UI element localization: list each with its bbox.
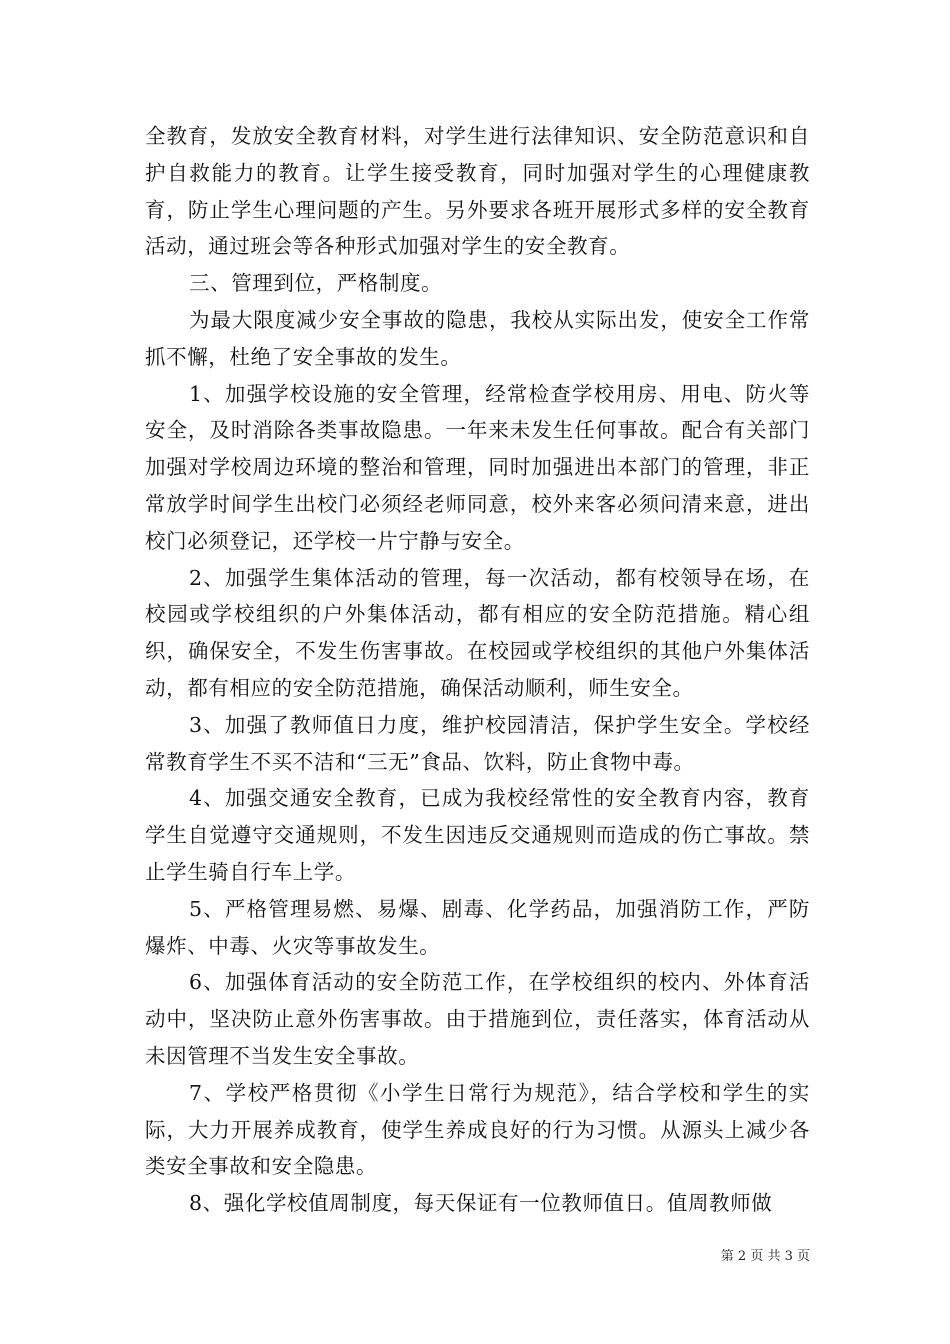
body-text xyxy=(145,118,810,1222)
list-item: 8、强化学校值周制度，每天保证有一位教师值日。值周教师做 xyxy=(189,1191,773,1216)
paragraph: 为最大限度减少安全事故的隐患，我校从实际出发，使安全工作常抓不懈，杜绝了安全事故的发生。 xyxy=(145,307,810,369)
list-item: 4、加强交通安全教育，已成为我校经常性的安全教育内容，教育学生自觉遵守交通规则，不发生因违反交通规则而造成的伤亡事故。禁止学生骑自行车上学。 xyxy=(145,786,810,884)
list-item: 7、学校严格贯彻《小学生日常行为规范》，结合学校和学生的实际，大力开展养成教育，使学生养成良好的行为习惯。从源头上减少各类安全事故和安全隐患。 xyxy=(145,1080,810,1179)
paragraph: 全教育，发放安全教育材料，对学生进行法律知识、安全防范意识和自护自救能力的教育。让学生接受教育，同时加强对学生的心理健康教育，防止学生心理问题的产生。另外要求各班开展形式多样的安全教育活动，通过班会等各种形式加强对学生的安全教育。 xyxy=(145,124,810,259)
list-item: 5、严格管理易燃、易爆、剧毒、化学药品，加强消防工作，严防爆炸、中毒、火灾等事故发生。 xyxy=(145,896,810,958)
list-item: 3、加强了教师值日力度，维护校园清洁，保护学生安全。学校经常教育学生不买不洁和“三无”食品、饮料，防止食物中毒。 xyxy=(145,712,810,774)
section-heading: 三、管理到位，严格制度。 xyxy=(189,271,443,296)
list-item: 2、加强学生集体活动的管理，每一次活动，都有校领导在场，在校园或学校组织的户外集体活动，都有相应的安全防范措施。精心组织，确保安全，不发生伤害事故。在校园或学校组织的其他户外集体活动，都有相应的安全防范措施，确保活动顺利，师生安全。 xyxy=(145,565,810,700)
list-item: 6、加强体育活动的安全防范工作，在学校组织的校内、外体育活动中，坚决防止意外伤害事故。由于措施到位，责任落实，体育活动从未因管理不当发生安全事故。 xyxy=(145,970,810,1068)
list-item: 1、加强学校设施的安全管理，经常检查学校用房、用电、防火等安全，及时消除各类事故隐患。一年来未发生任何事故。配合有关部门加强对学校周边环境的整治和管理，同时加强进出本部门的管理，非正常放学时间学生出校门必须经老师同意，校外来客必须问清来意，进出校门必须登记，还学校一片宁静与安全。 xyxy=(145,381,810,553)
page-number-footer: 第 2 页 共 3 页 xyxy=(720,1249,810,1264)
